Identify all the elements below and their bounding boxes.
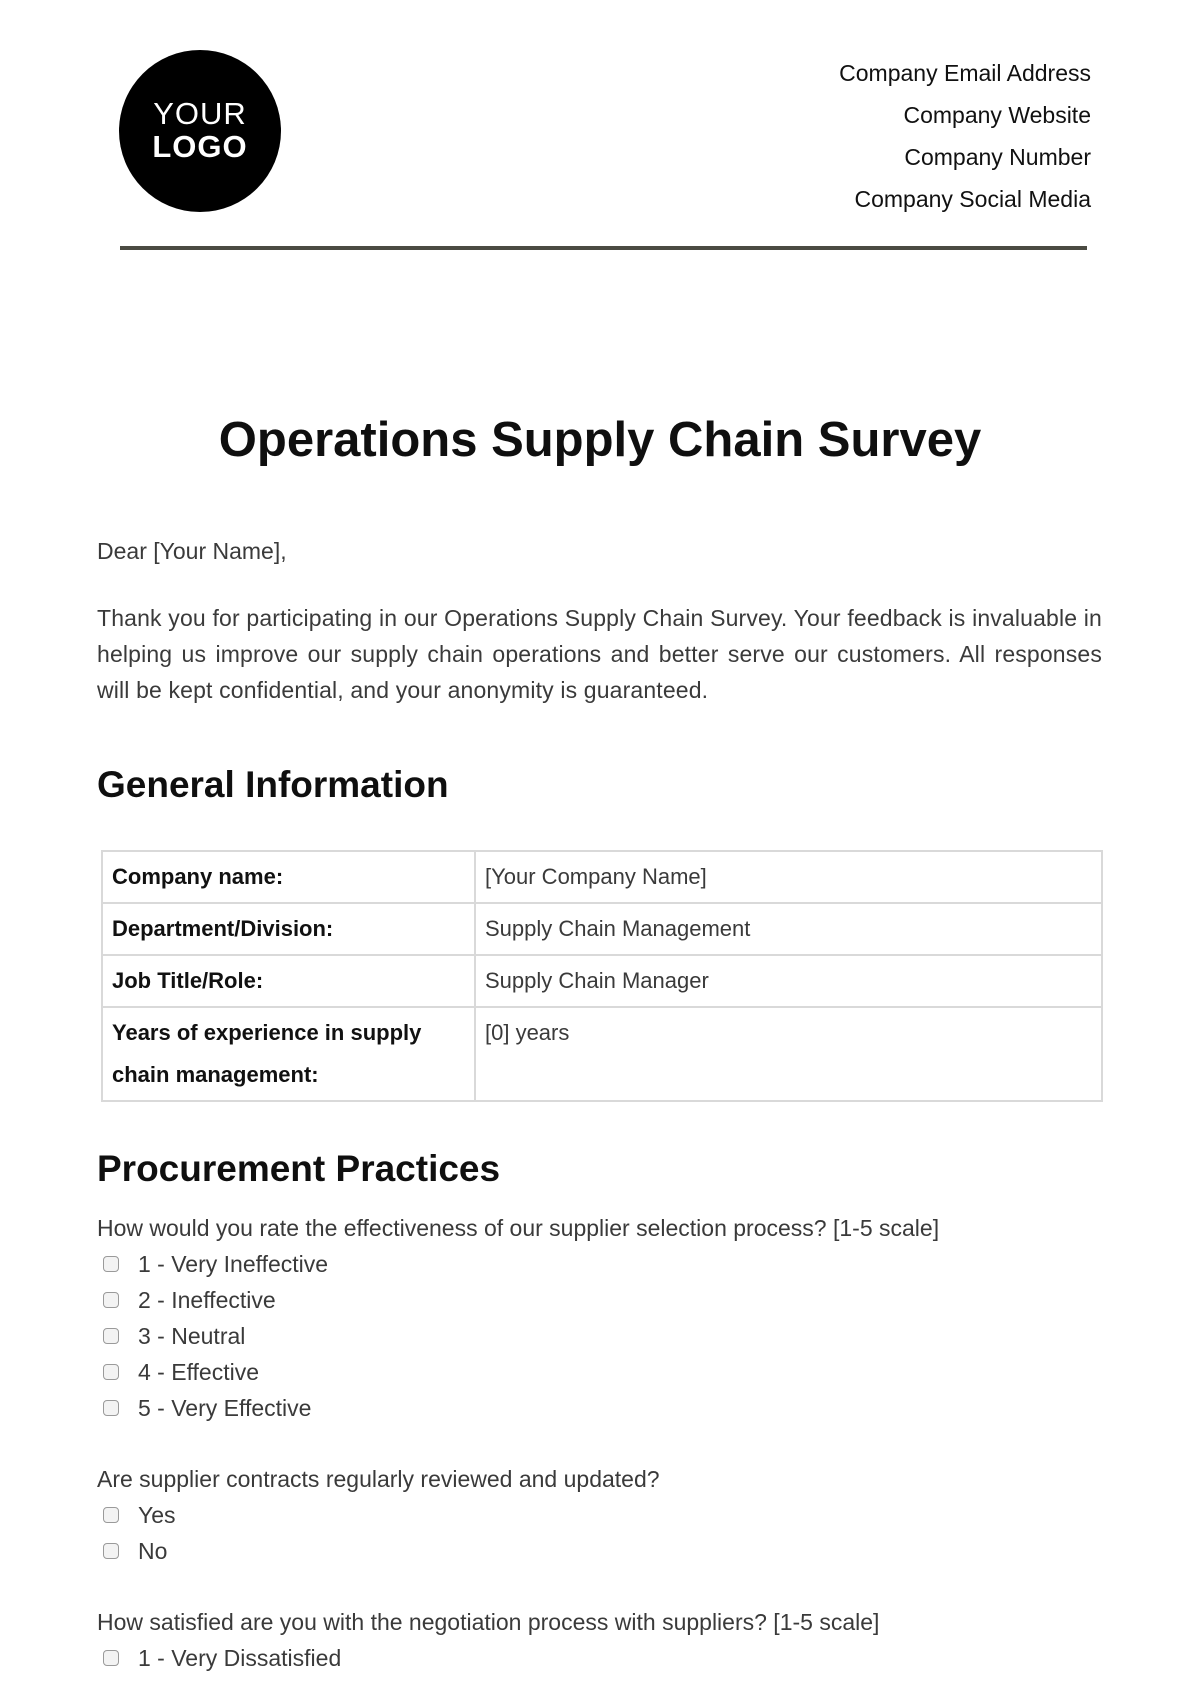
checkbox[interactable] [103,1507,119,1523]
document-title: Operations Supply Chain Survey [218,413,982,467]
field-label: Department/Division: [102,903,475,955]
option-item[interactable] [97,1533,1102,1569]
table-row [102,903,1102,955]
checkbox[interactable] [103,1328,119,1344]
option-item[interactable] [97,1390,1102,1426]
option-item[interactable] [97,1640,1102,1676]
section-heading-general-information: General Information [97,764,449,805]
table-row [102,851,1102,903]
field-value[interactable]: Supply Chain Management [475,903,1102,955]
header-divider [120,246,1087,250]
field-label: Company name: [102,851,475,903]
option-label: 5 - Very Effective [138,1394,312,1421]
greeting: Dear [Your Name], [97,538,287,564]
company-website: Company Website [903,102,1091,128]
option-item[interactable] [97,1354,1102,1390]
section-heading-procurement-practices: Procurement Practices [97,1148,501,1189]
question-supplier-selection: How would you rate the effectiveness of our supplier selection process? [1-5 scale] [97,1215,940,1241]
option-item[interactable] [97,1318,1102,1354]
question-contract-review: Are supplier contracts regularly reviewed and updated? [97,1466,660,1492]
option-label: Yes [138,1501,176,1528]
company-number: Company Number [904,144,1091,170]
field-value[interactable]: [Your Company Name] [475,851,1102,903]
option-label: No [138,1537,168,1564]
checkbox[interactable] [103,1292,119,1308]
question-negotiation-satisfaction: How satisfied are you with the negotiation process with suppliers? [1-5 scale] [97,1609,880,1635]
table-row [102,1007,1102,1101]
option-item[interactable] [97,1282,1102,1318]
intro-paragraph: Thank you for participating in our Operations Supply Chain Survey. Your feedback is invaluable in helping us improve our supply chain operations and better serve our customers. All responses will be kept confidential, and your anonymity is guaranteed. [97,605,1102,703]
option-label: 1 - Very Dissatisfied [138,1644,342,1671]
option-label: 1 - Very Ineffective [138,1250,329,1277]
company-contact-block [839,52,1091,220]
general-information-table [101,850,1103,1102]
checkbox[interactable] [103,1364,119,1380]
option-label: 4 - Effective [138,1358,260,1385]
checkbox[interactable] [103,1650,119,1666]
checkbox[interactable] [103,1543,119,1559]
field-value[interactable]: [0] years [475,1007,1102,1101]
checkbox[interactable] [103,1256,119,1272]
company-email: Company Email Address [839,60,1091,86]
company-logo [119,50,281,212]
document-body [97,530,1102,1676]
logo-line-2: LOGO [152,129,248,164]
option-label: 3 - Neutral [138,1322,246,1349]
option-item[interactable] [97,1497,1102,1533]
field-label: Job Title/Role: [102,955,475,1007]
company-social-media: Company Social Media [854,186,1091,212]
option-item[interactable] [97,1246,1102,1282]
field-label: Years of experience in supply chain management: [102,1007,475,1101]
field-value[interactable]: Supply Chain Manager [475,955,1102,1007]
logo-line-1: YOUR [153,96,247,132]
checkbox[interactable] [103,1400,119,1416]
table-row [102,955,1102,1007]
option-label: 2 - Ineffective [138,1286,276,1313]
